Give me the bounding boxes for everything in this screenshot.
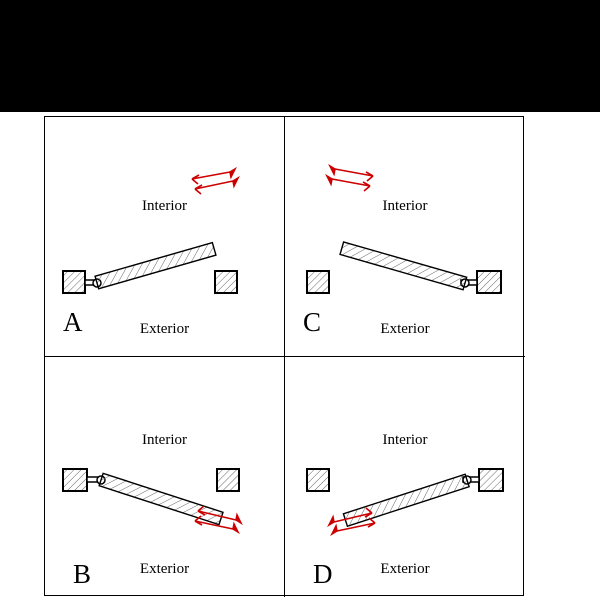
panel-a-interior-label: Interior: [142, 198, 187, 214]
panel-b-label: B: [73, 559, 92, 589]
panel-b: [45, 357, 285, 597]
panel-a-label: A: [63, 307, 83, 337]
panel-d-label: D: [313, 559, 333, 589]
panel-c-interior-label: Interior: [382, 198, 428, 214]
panel-grid: [44, 116, 524, 596]
panel-d-exterior-label: Exterior: [380, 561, 430, 577]
panel-c-label: C: [303, 307, 322, 337]
panel-a-exterior-label: Exterior: [139, 321, 190, 337]
panel-b-interior-label: Interior: [142, 432, 187, 448]
figure-sheet: [0, 112, 600, 600]
panel-b-exterior-label: Exterior: [139, 561, 190, 577]
panel-d: [285, 357, 525, 597]
panel-c: [285, 117, 525, 357]
panel-d-interior-label: Interior: [382, 432, 428, 448]
panel-a: [45, 117, 285, 357]
panel-c-exterior-label: Exterior: [380, 321, 430, 337]
